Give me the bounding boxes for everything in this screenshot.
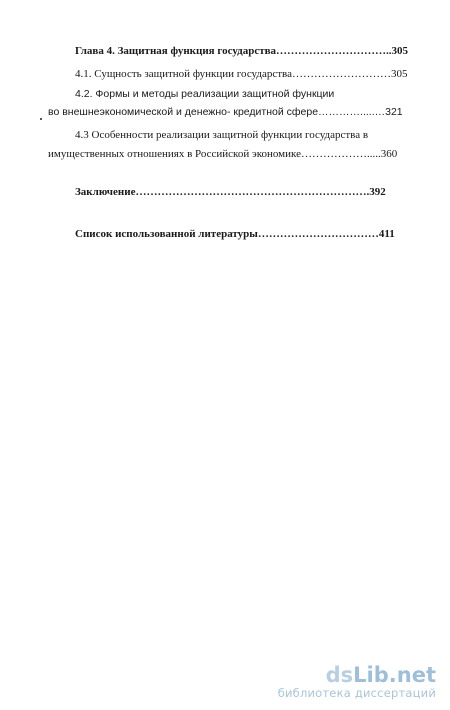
- dslib-watermark: [278, 664, 436, 700]
- stray-dot: [40, 118, 42, 120]
- toc-section-4-1: 4.1. Сущность защитной функции государства………………………305: [75, 68, 408, 80]
- dslib-logo: [278, 664, 436, 686]
- toc-conclusion: Заключение……………………………………………………….392: [75, 186, 386, 198]
- toc-section-4-3-line1: 4.3 Особенности реализации защитной функции государства в: [75, 129, 369, 141]
- toc-chapter-4: Глава 4. Защитная функция государства…………………………..305: [75, 45, 409, 57]
- toc-section-4-2-line2: во внешнеэкономической и денежно- кредитной сфере………….....…321: [48, 106, 403, 118]
- toc-section-4-3-line2: имущественных отношениях в Российской экономике……………….....360: [48, 148, 398, 160]
- toc-section-4-2-line1: 4.2. Формы и методы реализации защитной функции: [75, 88, 335, 100]
- logo-lib: Lib.net: [353, 663, 436, 687]
- watermark-tagline: библиотека диссертаций: [277, 686, 436, 700]
- logo-ds: ds: [325, 663, 354, 687]
- toc-references: Список использованной литературы……………………………411: [75, 228, 395, 240]
